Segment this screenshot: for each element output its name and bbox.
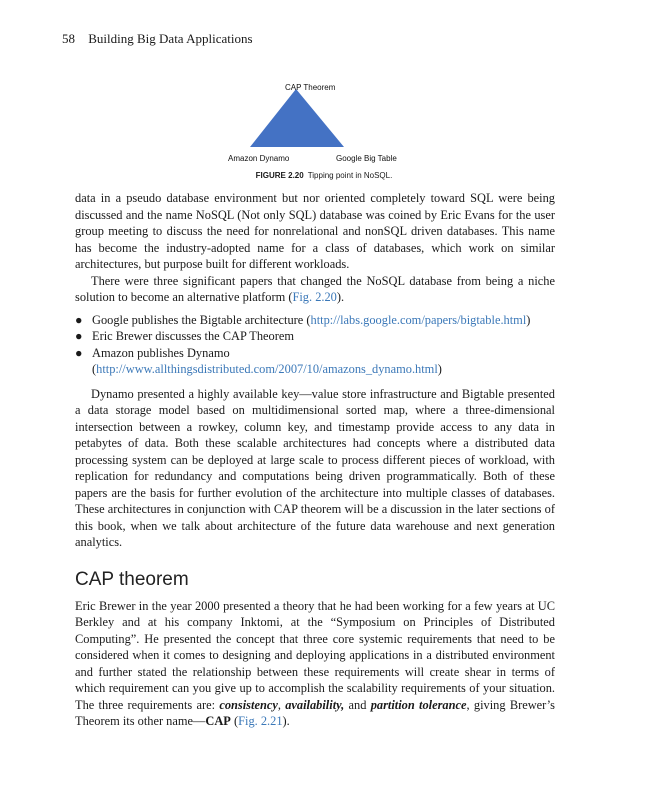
papers-list (75, 312, 555, 378)
list-item (75, 312, 555, 329)
cap-triangle (250, 89, 344, 147)
body-text (75, 190, 555, 730)
list-item-end: ) (526, 312, 531, 327)
list-item (75, 345, 555, 378)
label-amazon-dynamo: Amazon Dynamo (228, 154, 290, 163)
book-title: Building Big Data Applications (88, 31, 253, 46)
section-heading-cap-theorem: CAP theorem (75, 568, 189, 590)
page-header (62, 31, 253, 47)
bullet-icon: ● (75, 312, 83, 327)
list-item-end: ) (437, 362, 442, 376)
bullet-icon: ● (75, 345, 83, 360)
bullet-icon: ● (75, 329, 83, 343)
figure-caption-text: Tipping point in NoSQL. (307, 171, 393, 180)
term-availability: availability, (285, 697, 345, 712)
list-item-text: Eric Brewer discusses the CAP Theorem (92, 329, 294, 343)
label-google-big-table: Google Big Table (336, 154, 397, 163)
term-cap: CAP (205, 714, 231, 728)
figure-number: FIGURE 2.20 (255, 171, 304, 180)
cap-text-start: Eric Brewer in the year 2000 presented a theory that he had been working for a few years at UC Berkley and at his company Inktomi, at the “Symposium on Principles of Distributed Computing”. He presented the concept that three core systemic requirements that need to be considered when it comes to designing and deploying applications in a distributed environment and further stated the relationship between these requirements will create shear in terms of which requirement can you give up to accomplish the scalability requirements of your situation. The three requirements are: (75, 598, 555, 712)
cap-ref-open: ( (230, 714, 239, 728)
bigtable-link[interactable]: http://labs.google.com/papers/bigtable.html (310, 312, 527, 327)
paragraph-three-papers-end: ). (336, 290, 345, 304)
page-number: 58 (62, 31, 75, 46)
paragraph-dynamo-bigtable: Dynamo presented a highly available key—value store infrastructure and Bigtable presented a data storage model based on multidimensional sorted map, where a three-dimensional intersection between a rowkey, column key, and timestamp provide access to any data in petabytes of data. Both these scalable architectures had concepts where a distributed data processing system can be deployed at large scale to process different pieces of workload, with replication for redundancy and computations being driven programmatically. Both of these papers are the basis for further evolution of the architecture into multiple classes of databases. These architectures in conjunction with CAP theorem will be a discussion in the later sections of this book, when we talk about architecture of the future data warehouse and next generation analytics. (75, 386, 555, 549)
paragraph-three-papers (75, 273, 555, 306)
figure-tipping-point (0, 78, 648, 188)
fig-2-21-link[interactable]: Fig. 2.21 (238, 714, 283, 728)
term-partition-tolerance: partition tolerance (370, 697, 467, 712)
term-consistency: consistency (219, 697, 278, 712)
list-item (75, 328, 555, 345)
list-item-text: Google publishes the Bigtable architecture ( (92, 312, 311, 327)
cap-text-end: ). (282, 714, 290, 728)
cap-sep2: and (344, 697, 371, 712)
dynamo-link[interactable]: http://www.allthingsdistributed.com/2007/10/amazons_dynamo.html (96, 362, 438, 376)
paragraph-three-papers-text: There were three significant papers that changed the NoSQL database from being a niche solution to become an alternative platform ( (75, 273, 555, 304)
list-item-text: Amazon publishes Dynamo ( (92, 345, 230, 376)
label-cap-theorem: CAP Theorem (285, 83, 336, 92)
cap-text-mid: , giving Brewer’s Theorem its other name— (75, 697, 556, 728)
paragraph-nosql-origin: data in a pseudo database environment but nor oriented completely toward SQL were being discussed and the name NoSQL (Not only SQL) database was coined by Eric Evans for the user group meeting to discuss the need for nonrelational and nonSQL driven databases. This name has become the industry-adopted name for a class of databases, which work on similar architectures, but purpose built for different workloads. (75, 191, 555, 271)
fig-2-20-link[interactable]: Fig. 2.20 (292, 290, 337, 304)
paragraph-cap-theorem (75, 598, 555, 730)
cap-sep1: , (277, 697, 286, 712)
figure-caption (0, 171, 648, 180)
